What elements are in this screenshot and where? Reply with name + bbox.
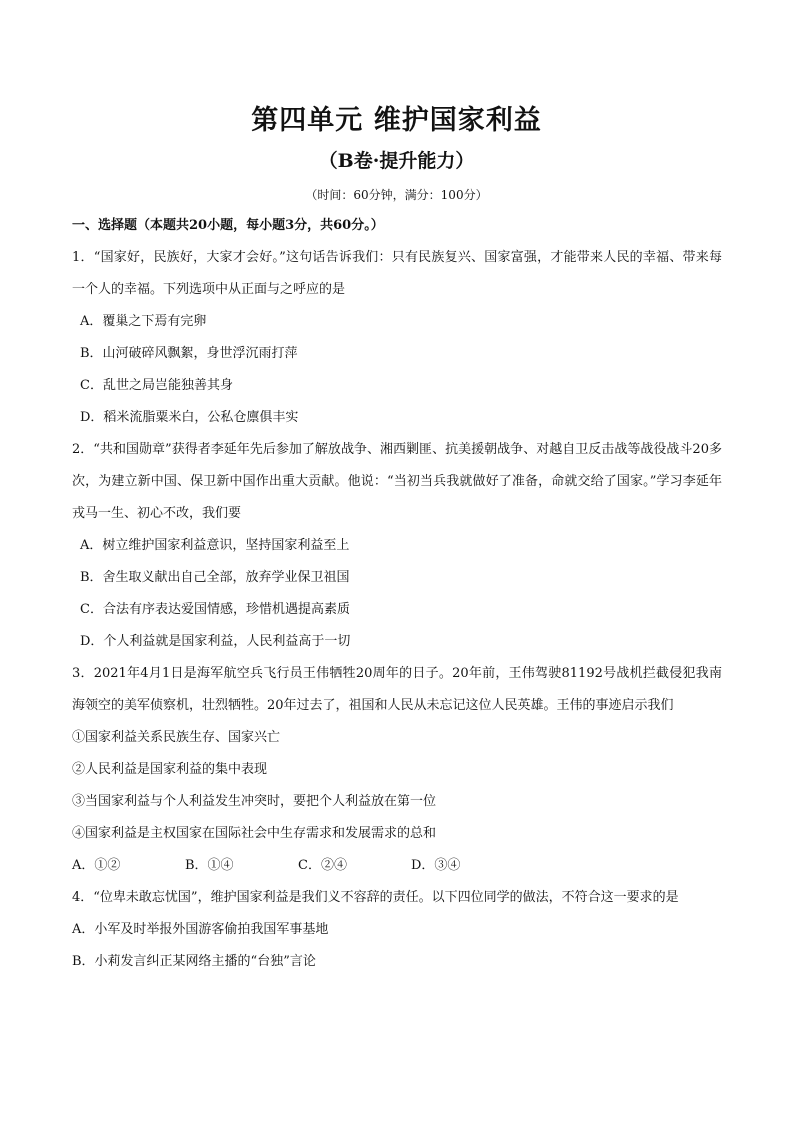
- question-4-option-a: A．小军及时举报外国游客偷拍我国军事基地: [72, 922, 329, 937]
- question-2-option-a: A．树立维护国家利益意识，坚持国家利益至上: [80, 538, 350, 553]
- question-3-option-c: C．②④: [298, 858, 347, 873]
- question-2-option-d: D．个人利益就是国家利益，人民利益高于一切: [80, 634, 351, 649]
- question-2-stem: 2．“共和国勋章”获得者李延年先后参加了解放战争、湘西剿匪、抗美援朝战争、对越自卫反击战等战役战斗20多次，为建立新中国、保卫新中国作出重大贡献。他说：“当初当兵我就做好了准备，命就交给了国家。”学习李延年戎马一生、初心不改，我们要: [72, 442, 722, 521]
- question-3-statement-2: ②人民利益是国家利益的集中表现: [72, 762, 268, 777]
- section-heading: 一、选择题（本题共20小题，每小题3分，共60分。）: [72, 218, 384, 233]
- question-4-stem: 4．“位卑未敢忘忧国”，维护国家利益是我们义不容辞的责任。以下四位同学的做法，不符合这一要求的是: [72, 890, 679, 905]
- question-1-option-c: C．乱世之局岂能独善其身: [80, 378, 233, 393]
- question-3-stem: 3．2021年4月1日是海军航空兵飞行员王伟牺牲20周年的日子。20年前，王伟驾驶81192号战机拦截侵犯我南海领空的美军侦察机，壮烈牺牲。20年过去了，祖国和人民从未忘记这位人民英雄。王伟的事迹启示我们: [72, 666, 722, 713]
- question-1-option-b: B．山河破碎风飘絮，身世浮沉雨打萍: [80, 346, 298, 361]
- question-2-option-b: B．舍生取义献出自己全部，放弃学业保卫祖国: [80, 570, 350, 585]
- question-3-options: [72, 850, 722, 882]
- question-1-stem: 1．“国家好，民族好，大家才会好。”这句话告诉我们：只有民族复兴、国家富强，才能带来人民的幸福、带来每一个人的幸福。下列选项中从正面与之呼应的是: [72, 250, 722, 297]
- question-3-statement-3: ③当国家利益与个人利益发生冲突时，要把个人利益放在第一位: [72, 794, 437, 809]
- question-3-option-d: D．③④: [411, 858, 461, 873]
- page-subtitle: （B卷·提升能力）: [318, 150, 475, 172]
- question-1-option-a: A．覆巢之下焉有完卵: [80, 314, 207, 329]
- page-title: 第四单元 维护国家利益: [251, 105, 542, 136]
- question-1-option-d: D．稻米流脂粟米白，公私仓廪俱丰实: [80, 410, 299, 425]
- question-2-option-c: C．合法有序表达爱国情感，珍惜机遇提高素质: [80, 602, 350, 617]
- question-3-option-b: B．①④: [185, 858, 234, 873]
- exam-content: [72, 210, 722, 978]
- question-3-statement-1: ①国家利益关系民族生存、国家兴亡: [72, 730, 281, 745]
- question-4-option-b: B．小莉发言纠正某网络主播的“台独”言论: [72, 954, 316, 969]
- exam-meta: （时间：60分钟，满分：100分）: [305, 188, 488, 202]
- question-3-statement-4: ④国家利益是主权国家在国际社会中生存需求和发展需求的总和: [72, 826, 437, 841]
- question-3-option-a: A．①②: [72, 858, 121, 873]
